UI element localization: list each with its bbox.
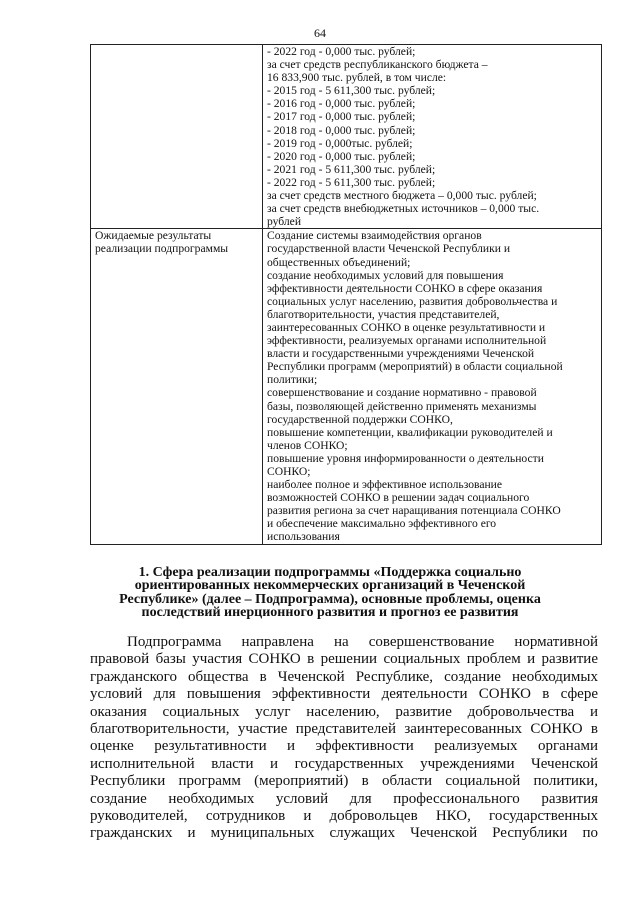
financing-line: - 2021 год - 5 611,300 тыс. рублей; bbox=[267, 162, 436, 176]
result-line: государственной власти Чеченской Республики и bbox=[267, 242, 511, 256]
paragraph-line: создание необходимых условий для профессионального развития bbox=[90, 790, 598, 807]
paragraph-line: правовой базы участия СОНКО в решении социальных проблем и развитие bbox=[90, 651, 598, 668]
result-line: наиболее полное и эффективное использование bbox=[267, 478, 503, 492]
result-line: членов СОНКО; bbox=[267, 438, 348, 452]
financing-line: - 2022 год - 0,000 тыс. рублей; bbox=[267, 45, 416, 58]
paragraph-line: Республики программ (мероприятий) в области социальной политики, bbox=[90, 773, 598, 790]
heading-line: ориентированных некоммерческих организаций в Чеченской bbox=[134, 578, 526, 594]
financing-line: - 2016 год - 0,000 тыс. рублей; bbox=[267, 97, 416, 111]
result-line: совершенствование и создание нормативно - правовой bbox=[267, 386, 537, 400]
program-passport-table bbox=[90, 44, 602, 545]
result-line: Республики программ (мероприятий) в области социальной bbox=[267, 360, 563, 374]
body-paragraph bbox=[90, 634, 598, 843]
table-row-financing bbox=[91, 45, 602, 229]
heading-line: 1. Сфера реализации подпрограммы «Поддержка социально bbox=[138, 565, 522, 580]
paragraph-line: гражданского общества в Чеченской Республике, создание необходимых bbox=[90, 668, 598, 685]
financing-line: - 2019 год - 0,000тыс. рублей; bbox=[267, 136, 413, 150]
result-line: заинтересованных СОНКО в оценке результативности и bbox=[267, 320, 546, 334]
heading-line: последствий инерционного развития и прогноз ее развития bbox=[141, 605, 519, 621]
paragraph-line: исполнительной власти и государственных учреждениями Чеченской bbox=[90, 755, 598, 772]
result-line: эффективности деятельности СОНКО в сфере оказания bbox=[267, 281, 543, 295]
financing-line: - 2020 год - 0,000 тыс. рублей; bbox=[267, 149, 416, 163]
financing-line: за счет средств местного бюджета – 0,000 тыс. рублей; bbox=[267, 189, 537, 203]
label-line: реализации подпрограммы bbox=[95, 242, 229, 256]
paragraph-line: благотворительности, участие представителей заинтересованных СОНКО в bbox=[90, 720, 598, 737]
label-line: Ожидаемые результаты bbox=[95, 229, 212, 243]
result-line: политики; bbox=[267, 373, 318, 387]
financing-line: 16 833,900 тыс. рублей, в том числе: bbox=[267, 71, 447, 85]
financing-line: за счет средств внебюджетных источников – 0,000 тыс. bbox=[267, 202, 540, 216]
result-line: эффективности, реализуемых органами исполнительной bbox=[267, 334, 547, 348]
result-line: базы, позволяющей действенно применять механизмы bbox=[267, 399, 537, 413]
result-line: социальных услуг населению, развития добровольчества и bbox=[267, 294, 558, 308]
result-line: повышение уровня информированности о деятельности bbox=[267, 451, 544, 465]
financing-line: - 2022 год - 5 611,300 тыс. рублей; bbox=[267, 175, 436, 189]
result-line: создание необходимых условий для повышения bbox=[267, 268, 504, 282]
paragraph-line: оценке результативности и эффективности реализуемых органами bbox=[90, 738, 598, 755]
financing-line: за счет средств республиканского бюджета – bbox=[267, 58, 488, 72]
result-line: развития региона за счет наращивания потенциала СОНКО bbox=[267, 504, 561, 518]
financing-line: - 2015 год - 5 611,300 тыс. рублей; bbox=[267, 84, 436, 98]
expected-results-value-cell bbox=[263, 229, 602, 544]
page-number: 64 bbox=[314, 26, 326, 40]
paragraph-line: гражданских и муниципальных служащих Чеченской Республики по bbox=[90, 825, 598, 842]
table-row-expected-results bbox=[91, 229, 602, 544]
result-line: Создание системы взаимодействия органов bbox=[267, 229, 482, 243]
financing-value-cell bbox=[263, 45, 602, 229]
paragraph-line: оказания социальных услуг населению, развитие добровольчества и bbox=[90, 703, 598, 720]
section-heading bbox=[100, 566, 560, 620]
financing-line: - 2017 год - 0,000 тыс. рублей; bbox=[267, 110, 416, 124]
financing-line: - 2018 год - 0,000 тыс. рублей; bbox=[267, 123, 416, 137]
expected-results-label-cell bbox=[91, 229, 263, 544]
result-line: власти и государственными учреждениями Чеченской bbox=[267, 347, 535, 361]
heading-line: Республике» (далее – Подпрограмма), основные проблемы, оценка bbox=[119, 591, 541, 607]
result-line: повышение компетенции, квалификации руководителей и bbox=[267, 425, 553, 439]
row-label-cell bbox=[91, 45, 263, 229]
paragraph-line: руководителей, сотрудников и добровольцев НКО, государственных bbox=[90, 807, 598, 824]
paragraph-line: условий для повышения эффективности деятельности СОНКО в сфере bbox=[90, 686, 598, 703]
result-line: СОНКО; bbox=[267, 465, 311, 478]
paragraph-line: Подпрограмма направлена на совершенствование нормативной bbox=[127, 634, 598, 650]
result-line: использования bbox=[267, 530, 340, 544]
result-line: и обеспечение максимально эффективного его bbox=[267, 517, 497, 531]
result-line: общественных объединений; bbox=[267, 255, 411, 269]
result-line: государственной поддержки СОНКО, bbox=[267, 412, 453, 426]
financing-line: рублей bbox=[267, 215, 302, 229]
result-line: возможностей СОНКО в решении задач социального bbox=[267, 491, 530, 505]
result-line: благотворительности, участия представителей, bbox=[267, 307, 500, 321]
